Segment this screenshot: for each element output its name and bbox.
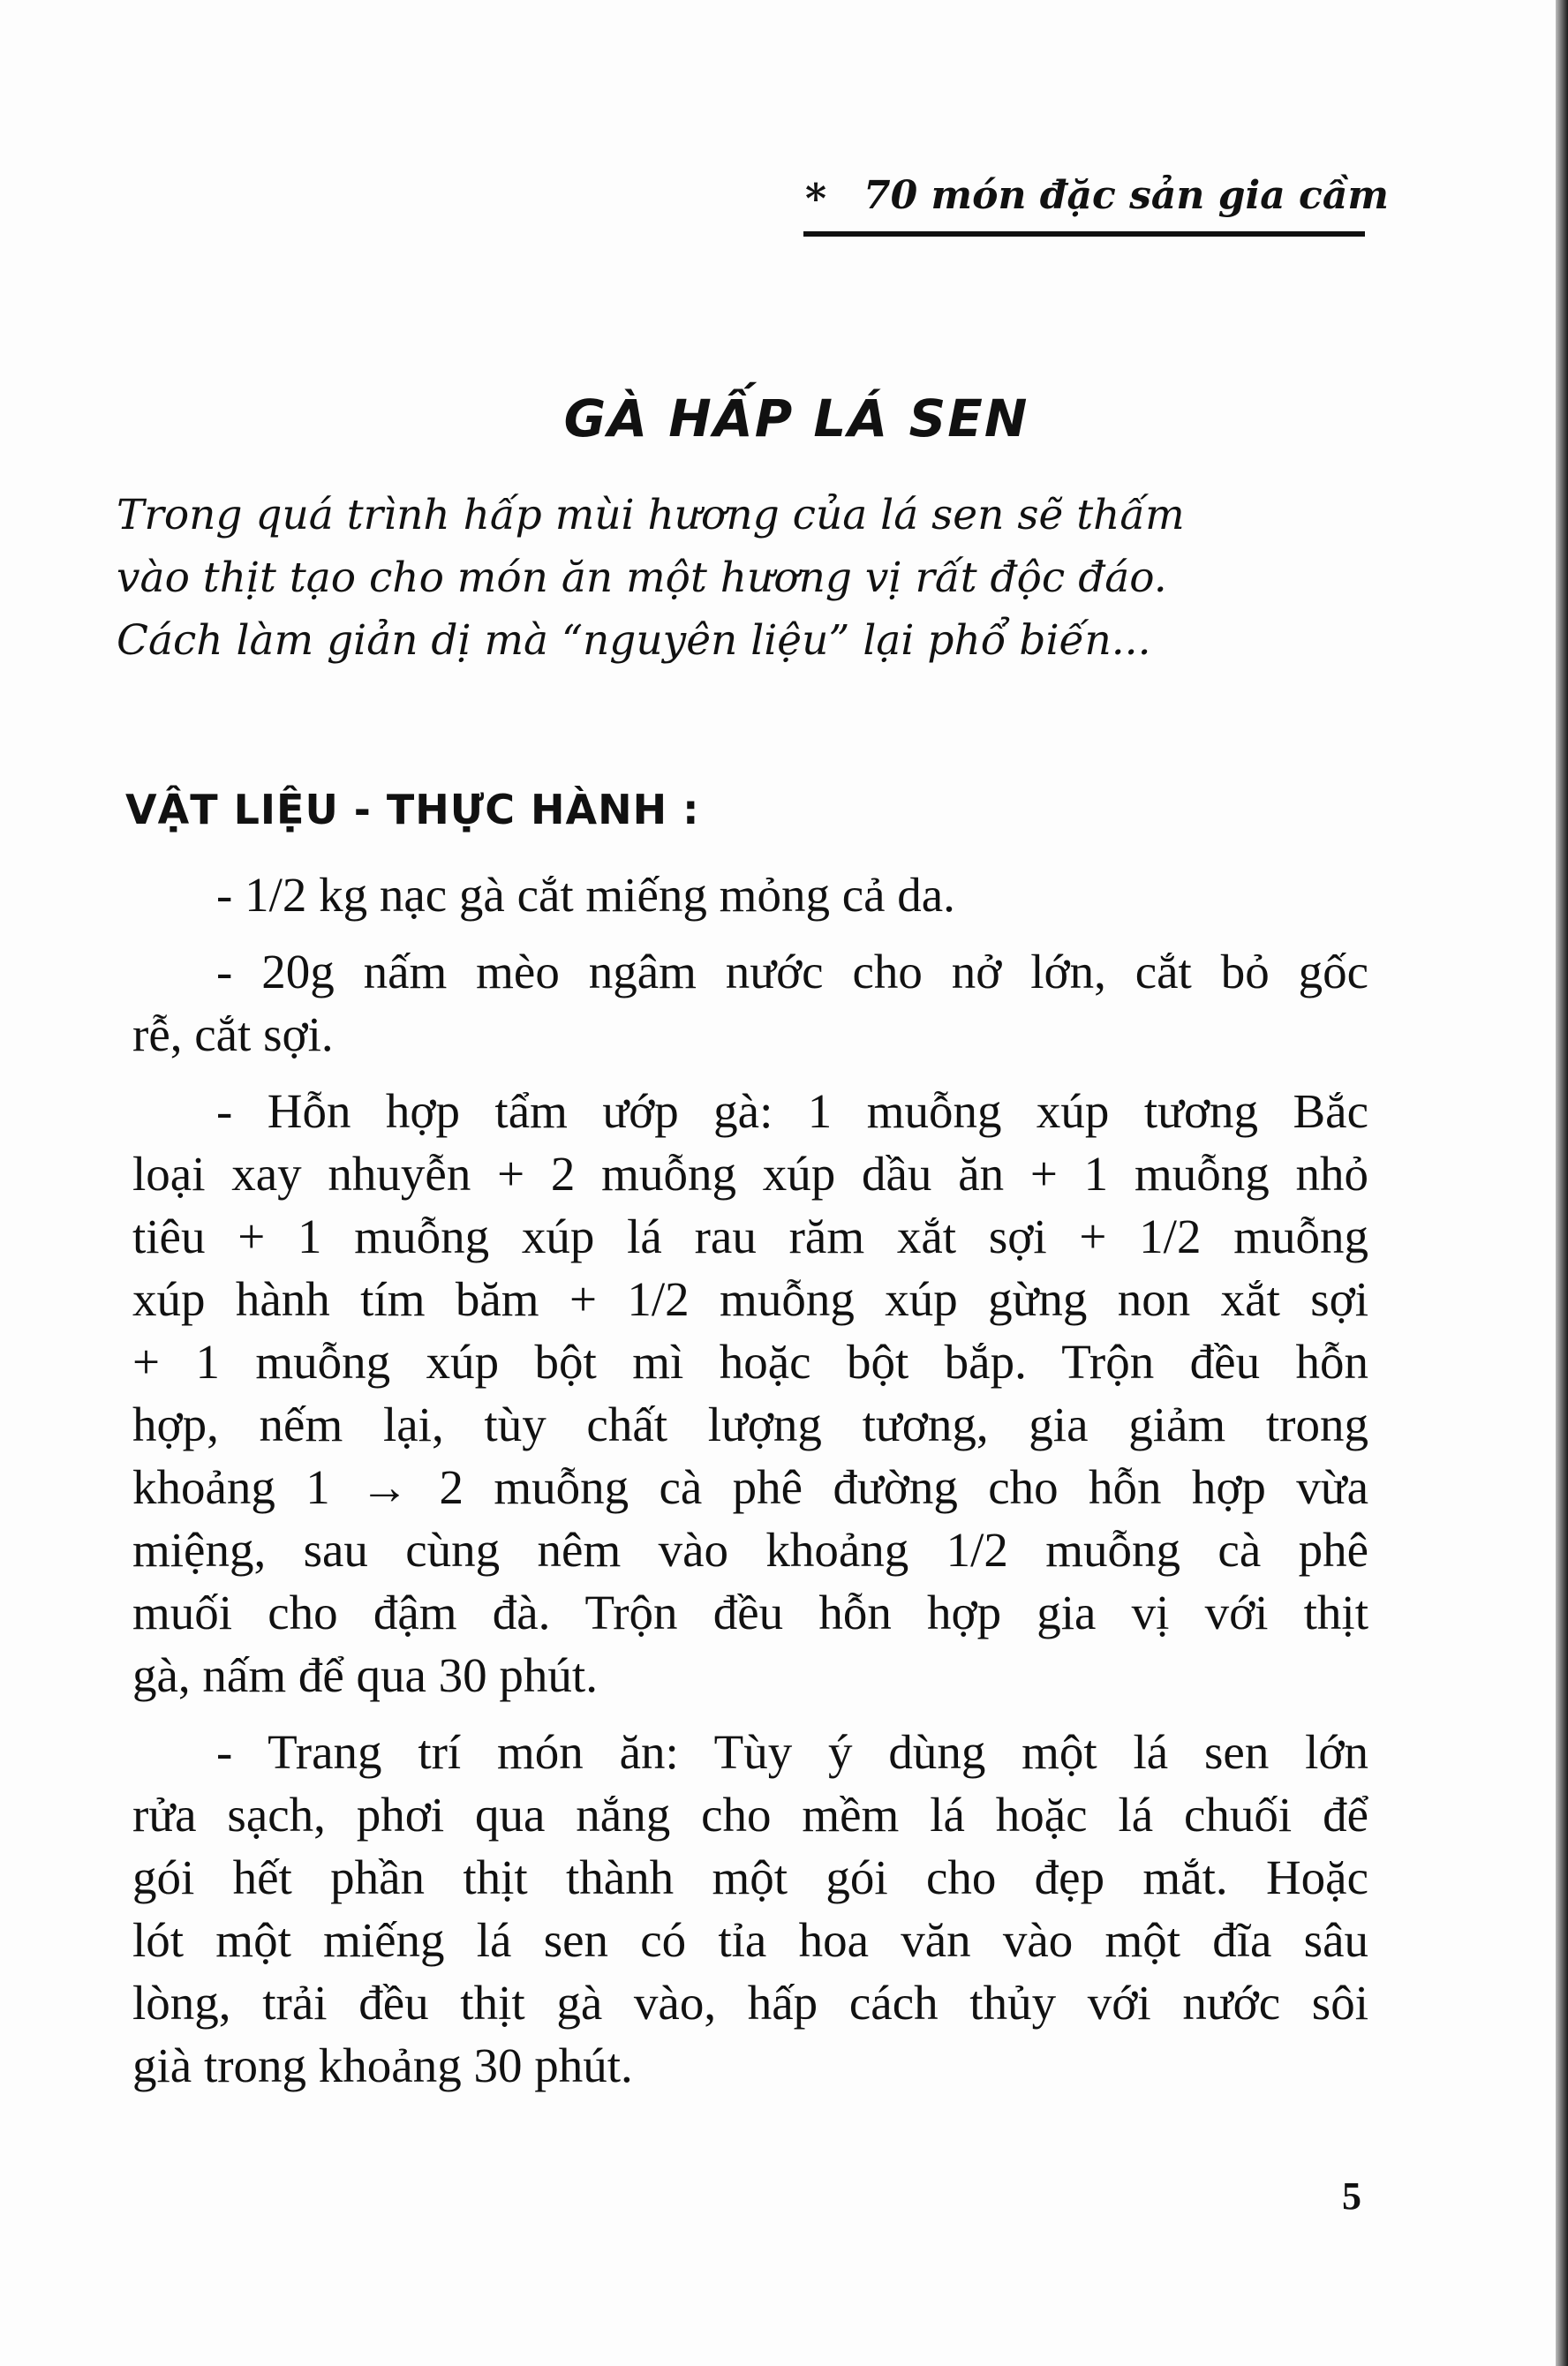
body-line: loại xay nhuyễn + 2 muỗng xúp dầu ăn + 1 muỗng nhỏ [132,1147,1368,1201]
body-line: lòng, trải đều thịt gà vào, hấp cách thủy với nước sôi [132,1976,1368,2030]
body-line: rửa sạch, phơi qua nắng cho mềm lá hoặc lá chuối để [132,1788,1368,1842]
body-line: miệng, sau cùng nêm vào khoảng 1/2 muỗng cà phê [132,1523,1368,1577]
intro-text [117,484,1370,672]
body-line: gói hết phần thịt thành một gói cho đẹp mắt. Hoặc [132,1850,1368,1904]
body-line: + 1 muỗng xúp bột mì hoặc bột bắp. Trộn đều hỗn [132,1335,1368,1389]
body-line: gà, nấm để qua 30 phút. [132,1648,598,1702]
running-title: 70 món đặc sản gia cầm [863,173,1389,218]
intro-line: Trong quá trình hấp mùi hương của lá sen sẽ thấm [117,491,1185,539]
scan-edge [1556,0,1568,2366]
body-line: muối cho đậm đà. Trộn đều hỗn hợp gia vị với thịt [132,1586,1368,1639]
section-heading: VẬT LIỆU - THỰC HÀNH : [125,786,700,833]
body-line: rễ, cắt sợi. [132,1007,334,1061]
body-line: lót một miếng lá sen có tỉa hoa văn vào một đĩa sâu [132,1913,1368,1967]
intro-line: Cách làm giản dị mà “nguyên liệu” lại phổ biến... [117,616,1151,665]
running-header [795,173,1389,235]
star-ornament: * [805,175,827,222]
body-line: - Trang trí món ăn: Tùy ý dùng một lá sen lớn [216,1725,1368,1779]
body-line: - 20g nấm mèo ngâm nước cho nở lớn, cắt bỏ gốc [216,945,1368,998]
body-line: tiêu + 1 muỗng xúp lá rau răm xắt sợi + 1/2 muỗng [132,1209,1368,1263]
body-line: già trong khoảng 30 phút. [132,2038,633,2092]
body-line: khoảng 1 → 2 muỗng cà phê đường cho hỗn hợp vừa [132,1460,1368,1514]
intro-line: vào thịt tạo cho món ăn một hương vị rất độc đáo. [117,554,1167,602]
body-line: - 1/2 kg nạc gà cắt miếng mỏng cả da. [216,868,955,922]
recipe-body [132,863,1368,2097]
body-line: xúp hành tím băm + 1/2 muỗng xúp gừng non xắt sợi [132,1272,1368,1326]
page-number: 5 [1342,2174,1361,2218]
body-line: - Hỗn hợp tẩm ướp gà: 1 muỗng xúp tương Bắc [216,1084,1368,1138]
body-line: hợp, nếm lại, tùy chất lượng tương, gia giảm trong [132,1398,1368,1451]
recipe-title: GÀ HẤP LÁ SEN [563,388,1029,448]
header-rule [803,231,1365,237]
